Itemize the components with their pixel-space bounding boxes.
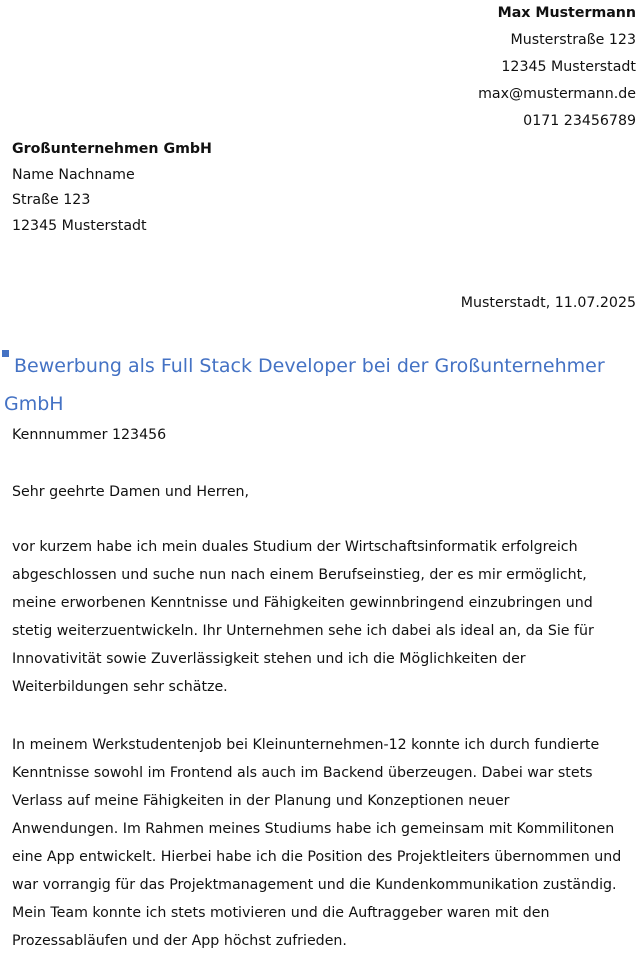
reference-number: Kennnummer 123456 [12,427,167,443]
paragraph-line: Verlass auf meine Fähigkeiten in der Planung und Konzeptionen neuer [12,793,510,809]
body-paragraph-2 [12,731,637,955]
paragraph-line: Kenntnisse sowohl im Frontend als auch im Backend überzeugen. Dabei war stets [12,765,593,781]
recipient-company: Großunternehmen GmbH [12,141,212,157]
paragraph-line: stetig weiterzuentwickeln. Ihr Unternehmen sehe ich dabei als ideal an, da Sie für [12,623,594,639]
paragraph-line: abgeschlossen und suche nun nach einem Berufseinstieg, der es mir ermöglicht, [12,567,587,583]
sender-address-block [478,0,636,135]
sender-name: Max Mustermann [497,5,636,21]
paragraph-line: vor kurzem habe ich mein duales Studium der Wirtschaftsinformatik erfolgreich [12,539,578,555]
recipient-address-block [12,137,212,239]
paragraph-line: Prozessabläufen und der App höchst zufrieden. [12,933,347,949]
sender-street: Musterstraße 123 [510,32,636,48]
recipient-city: 12345 Musterstadt [12,217,147,234]
paragraph-line: meine erworbenen Kenntnisse und Fähigkeiten gewinnbringend einzubringen und [12,595,593,611]
paragraph-line: eine App entwickelt. Hierbei habe ich die Position des Projektleiters übernommen und [12,849,622,865]
paragraph-line: In meinem Werkstudentenjob bei Kleinunternehmen-12 konnte ich durch fundierte [12,737,600,753]
sender-email: max@mustermann.de [478,86,636,102]
recipient-street: Straße 123 [12,192,91,208]
paragraph-line: Anwendungen. Im Rahmen meines Studiums habe ich gemeinsam mit Kommilitonen [12,821,615,837]
sender-phone: 0171 23456789 [523,113,636,129]
paragraph-line: war vorrangig für das Projektmanagement und die Kundenkommunikation zuständig. [12,877,617,893]
salutation: Sehr geehrte Damen und Herren, [12,484,250,500]
recipient-contact: Name Nachname [12,166,135,183]
paragraph-line: Weiterbildungen sehr schätze. [12,679,228,695]
letter-date: Musterstadt, 11.07.2025 [460,295,636,311]
body-paragraph-1 [12,533,637,701]
sender-city: 12345 Musterstadt [501,59,636,75]
paragraph-line: Innovativität sowie Zuverlässigkeit stehen und ich die Möglichkeiten der [12,651,526,667]
letter-subject: Bewerbung als Full Stack Developer bei der Großunternehmer GmbH [4,355,605,415]
paragraph-line: Mein Team konnte ich stets motivieren und die Auftraggeber waren mit den [12,905,550,921]
